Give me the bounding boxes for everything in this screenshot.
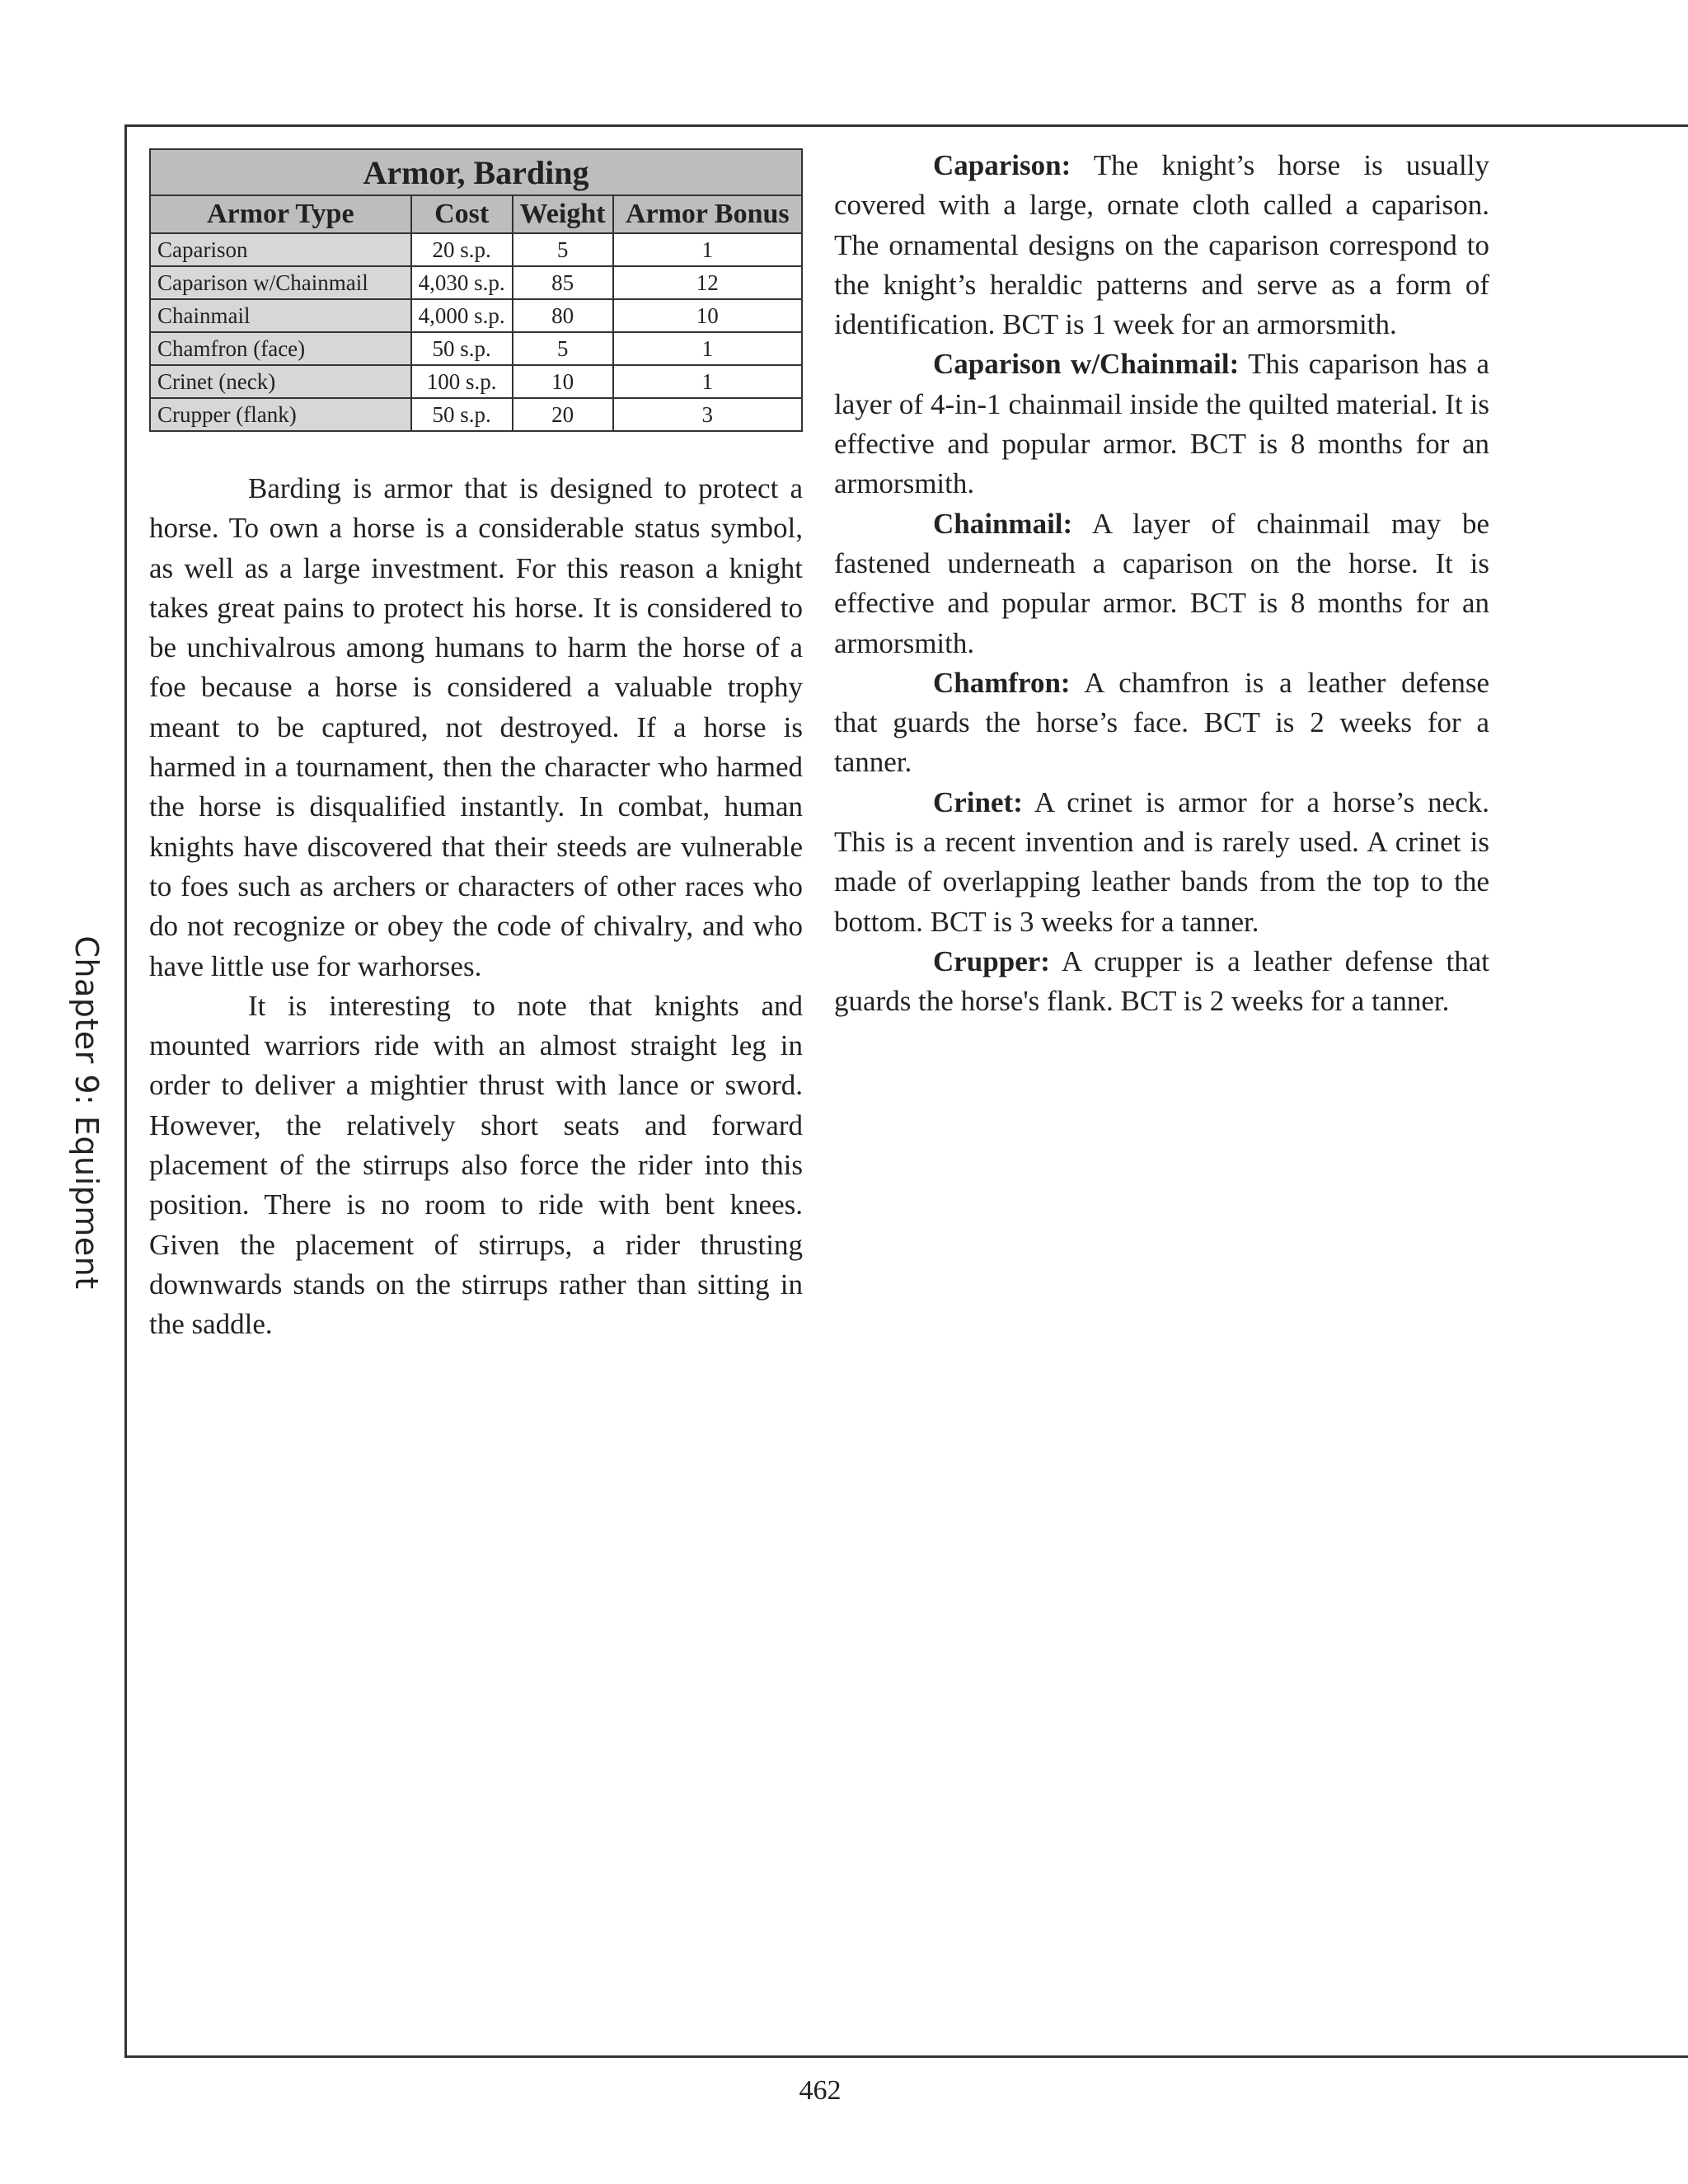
crinet-entry — [834, 783, 1489, 942]
weight-cell: 5 — [513, 332, 613, 365]
armor-type-cell: Caparison w/Chainmail — [150, 266, 411, 299]
chapter-side-label-text: Chapter 9: Equipment — [68, 935, 105, 1290]
table-title: Armor, Barding — [150, 149, 802, 195]
weight-cell: 10 — [513, 365, 613, 398]
armor-bonus-cell: 3 — [613, 398, 802, 431]
entry-text: A crinet is armor for a horse’s neck. This is a recent invention and is rarely used. A crinet is made of overlapping leather bands from the top to the bottom. BCT is 3 weeks for a tanner. — [834, 785, 1489, 938]
weight-cell: 20 — [513, 398, 613, 431]
weight-cell: 5 — [513, 233, 613, 266]
entry-term: Crupper: — [933, 944, 1050, 977]
cost-cell: 100 s.p. — [411, 365, 513, 398]
entry-term: Chainmail: — [933, 507, 1073, 540]
table-row — [150, 233, 802, 266]
chapter-side-label — [70, 907, 103, 1319]
table-row — [150, 266, 802, 299]
armor-bonus-cell: 1 — [613, 332, 802, 365]
column-header-armor-type: Armor Type — [150, 195, 411, 233]
cost-cell: 4,000 s.p. — [411, 299, 513, 332]
page-frame-left-rule — [124, 124, 127, 2056]
weight-cell: 80 — [513, 299, 613, 332]
right-column-body — [834, 146, 1489, 1022]
cost-cell: 20 s.p. — [411, 233, 513, 266]
cost-cell: 4,030 s.p. — [411, 266, 513, 299]
entry-term: Caparison: — [933, 149, 1071, 181]
page-number: 462 — [799, 2075, 842, 2106]
caparison-entry — [834, 146, 1489, 344]
column-header-weight: Weight — [513, 195, 613, 233]
entry-term: Crinet: — [933, 785, 1023, 818]
barding-intro-paragraph: Barding is armor that is designed to protect a horse. To own a horse is a considerable status symbol, as well as a large investment. For this reason a knight takes great pains to protect his horse. It is considered to be unchivalrous among humans to harm the horse of a foe because a horse is considered a valuable trophy meant to be captured, not destroyed. If a horse is harmed in a tournament, then the character who harmed the horse is disqualified instantly. In combat, human knights have discovered that their steeds are vulnerable to foes such as archers or characters of other races who do not recognize or obey the code of chivalry, and who have little use for warhorses. — [149, 472, 803, 982]
armor-type-cell: Chainmail — [150, 299, 411, 332]
riding-posture-paragraph: It is interesting to note that knights and mounted warriors ride with an almost straight leg in order to deliver a mightier thrust with lance or sword. However, the relatively short seats and forward placement of the stirrups also force the rider into this position. There is no room to ride with bent knees. Given the placement of stirrups, a rider thrusting downwards stands on the stirrups rather than sitting in the saddle. — [149, 989, 803, 1341]
cost-cell: 50 s.p. — [411, 332, 513, 365]
page-frame-bottom-rule — [124, 2055, 1688, 2058]
entry-text: A layer of chainmail may be fastened underneath a caparison on the horse. It is effective and popular armor. BCT is 8 months for an armorsmith. — [834, 507, 1489, 659]
table-row — [150, 365, 802, 398]
armor-bonus-cell: 1 — [613, 365, 802, 398]
armor-bonus-cell: 12 — [613, 266, 802, 299]
column-header-cost: Cost — [411, 195, 513, 233]
entry-text: A crupper is a leather defense that guards the horse's flank. BCT is 2 weeks for a tanner. — [834, 944, 1489, 1018]
armor-type-cell: Crinet (neck) — [150, 365, 411, 398]
cost-cell: 50 s.p. — [411, 398, 513, 431]
armor-type-cell: Chamfron (face) — [150, 332, 411, 365]
weight-cell: 85 — [513, 266, 613, 299]
entry-text: The knight’s horse is usually covered with a large, ornate cloth called a caparison. The ornamental designs on the caparison correspond to the knight’s heraldic patterns and serve as a form of identification. BCT is 1 week for an armorsmith. — [834, 149, 1489, 341]
chamfron-entry — [834, 663, 1489, 783]
armor-type-cell: Caparison — [150, 233, 411, 266]
caparison-chainmail-entry — [834, 344, 1489, 504]
entry-text: This caparison has a layer of 4-in-1 chainmail inside the quilted material. It is effective and popular armor. BCT is 8 months for an armorsmith. — [834, 348, 1489, 500]
armor-barding-table — [149, 148, 803, 432]
armor-bonus-cell: 10 — [613, 299, 802, 332]
table-row — [150, 299, 802, 332]
crupper-entry — [834, 942, 1489, 1022]
chainmail-entry — [834, 504, 1489, 663]
page-frame-top-rule — [124, 124, 1688, 127]
left-column-body — [149, 469, 803, 1345]
armor-type-cell: Crupper (flank) — [150, 398, 411, 431]
column-header-armor-bonus: Armor Bonus — [613, 195, 802, 233]
armor-bonus-cell: 1 — [613, 233, 802, 266]
entry-text: A chamfron is a leather defense that guards the horse’s face. BCT is 2 weeks for a tanner. — [834, 666, 1489, 779]
entry-term: Chamfron: — [933, 666, 1071, 699]
entry-term: Caparison w/Chainmail: — [933, 348, 1240, 381]
table-row — [150, 332, 802, 365]
table-row — [150, 398, 802, 431]
